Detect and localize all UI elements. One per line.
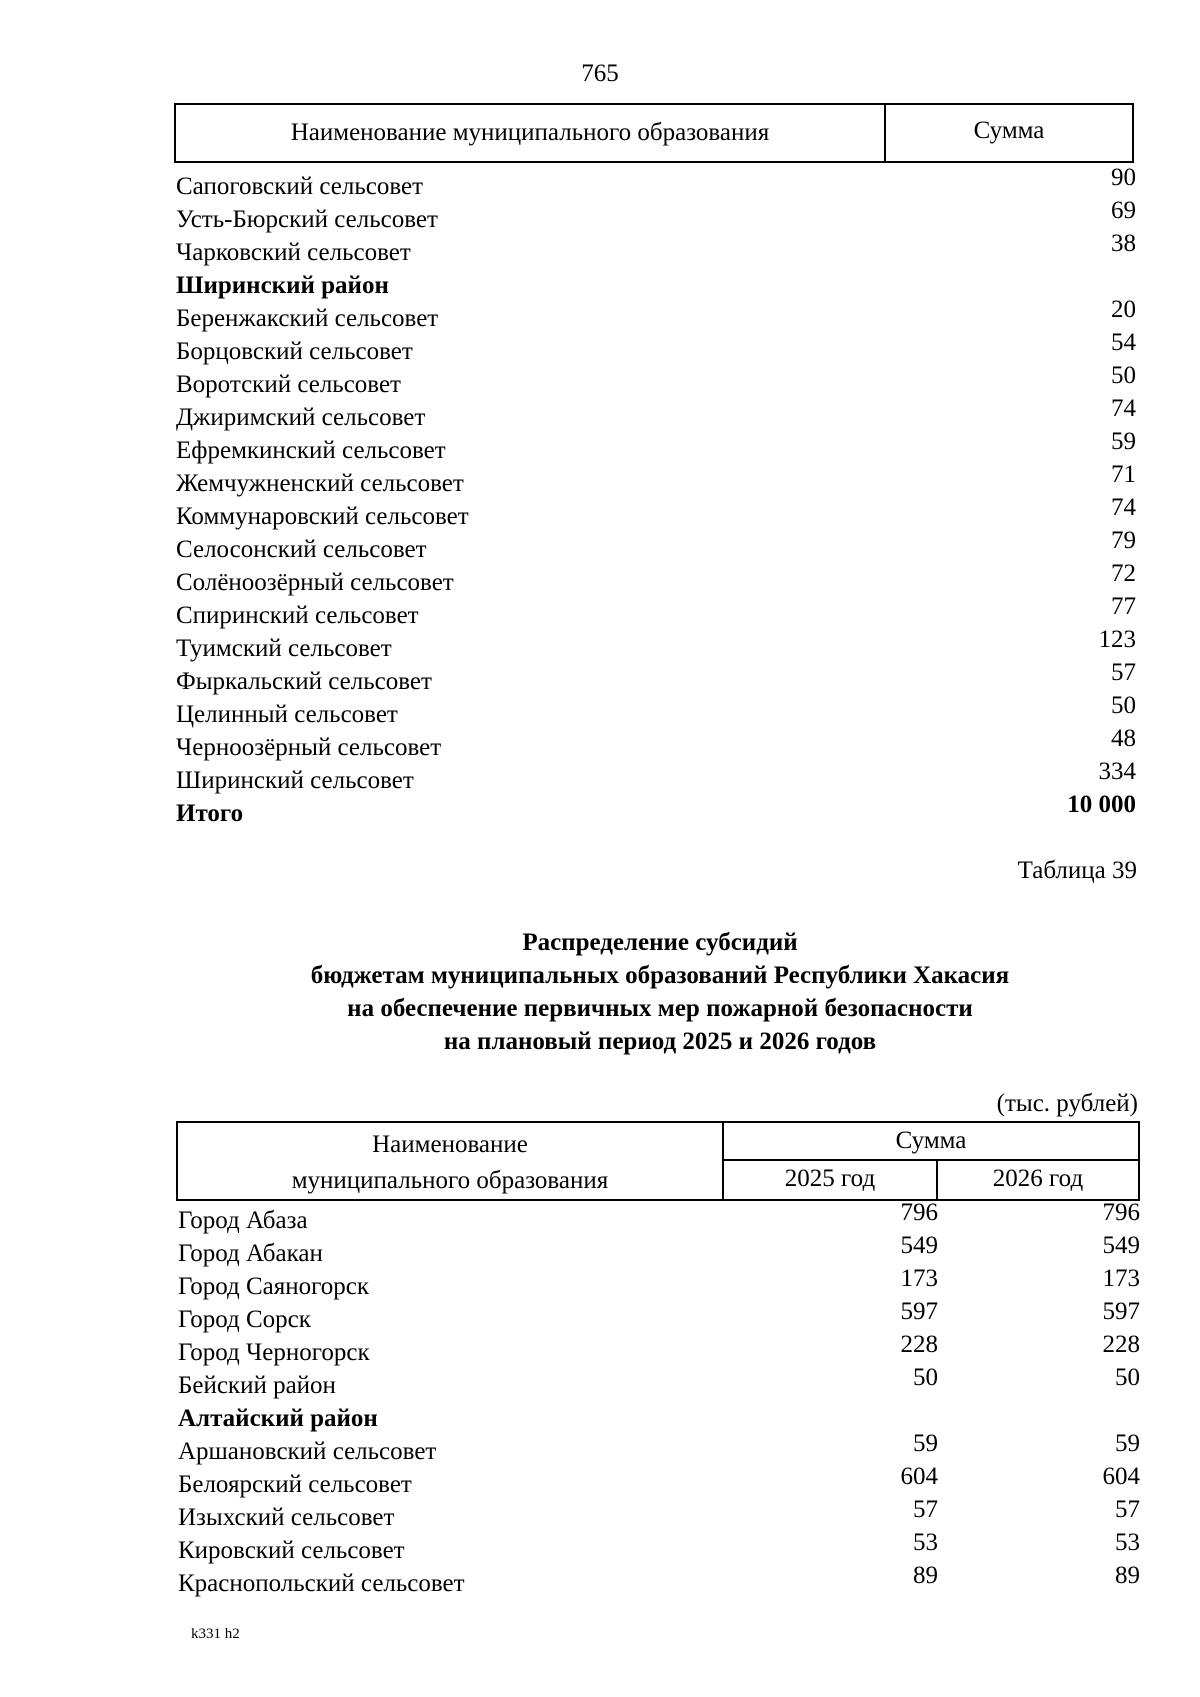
- row-name: Ширинский сельсовет: [176, 767, 414, 794]
- row-name: Город Саяногорск: [178, 1273, 370, 1300]
- table-row: [176, 692, 1136, 731]
- table2-header-name: [178, 1123, 724, 1199]
- row-name: Беренжакский сельсовет: [176, 305, 439, 332]
- row-name: Сапоговский сельсовет: [176, 173, 424, 200]
- row-value-2025: 59: [913, 1430, 938, 1457]
- table2-body: [178, 1199, 1140, 1601]
- table-row: [176, 197, 1136, 236]
- table2-header-name-line2: муниципального образования: [291, 1167, 609, 1194]
- table-row: [178, 1562, 1140, 1601]
- row-value: 334: [1098, 758, 1136, 785]
- row-value: 54: [1111, 329, 1136, 356]
- table-row: [176, 758, 1136, 797]
- row-value-2025: 549: [900, 1232, 938, 1259]
- table2-header-year-2026: 2026 год: [992, 1165, 1084, 1192]
- row-name: Солёноозёрный сельсовет: [176, 569, 454, 596]
- row-value-2026: 549: [1102, 1232, 1140, 1259]
- row-value-2025: 597: [900, 1298, 938, 1325]
- row-name: Аршановский сельсовет: [178, 1438, 437, 1465]
- row-name: Жемчужненский сельсовет: [176, 470, 464, 497]
- table1-header-name: Наименование муниципального образования: [176, 105, 886, 161]
- row-value: 74: [1111, 494, 1136, 521]
- row-value: 90: [1111, 164, 1136, 191]
- row-name: Черноозёрный сельсовет: [176, 734, 442, 761]
- footer-code: k331 h2: [191, 1626, 240, 1642]
- table-row: [176, 494, 1136, 533]
- table-row: [176, 659, 1136, 698]
- table-row: [176, 725, 1136, 764]
- row-value-2026: 796: [1102, 1199, 1140, 1226]
- table-row: [176, 560, 1136, 599]
- title-line: бюджетам муниципальных образований Республики Хакасия: [310, 962, 1010, 989]
- row-name: Кировский сельсовет: [178, 1537, 405, 1564]
- row-value-2026: 50: [1115, 1364, 1140, 1391]
- row-value: 50: [1111, 362, 1136, 389]
- table-row: [178, 1199, 1140, 1238]
- row-name: Фыркальский сельсовет: [176, 668, 432, 695]
- table1-body: [176, 164, 1136, 830]
- table-title: [0, 926, 1200, 1058]
- row-name: Краснопольский сельсовет: [178, 1570, 465, 1597]
- table-row: [176, 296, 1136, 335]
- row-name: Воротский сельсовет: [176, 371, 401, 398]
- table-row: [176, 791, 1136, 830]
- table-row: [176, 428, 1136, 467]
- row-value: 71: [1111, 461, 1136, 488]
- table2-header-name-line1: Наименование: [372, 1131, 528, 1158]
- table-row: [176, 362, 1136, 401]
- row-value-2026: 597: [1102, 1298, 1140, 1325]
- row-name: Борцовский сельсовет: [176, 338, 413, 365]
- row-value-2026: 57: [1115, 1496, 1140, 1523]
- row-value: 57: [1111, 659, 1136, 686]
- title-line: Распределение субсидий: [522, 929, 798, 956]
- row-name: Белоярский сельсовет: [178, 1471, 412, 1498]
- row-value-2026: 59: [1115, 1430, 1140, 1457]
- table-row: [176, 527, 1136, 566]
- row-name: Город Сорск: [178, 1306, 311, 1333]
- row-name: Ширинский район: [176, 272, 389, 299]
- row-value-2026: 604: [1102, 1463, 1140, 1490]
- row-value-2025: 50: [913, 1364, 938, 1391]
- row-value-2025: 57: [913, 1496, 938, 1523]
- row-name: Изыхский сельсовет: [178, 1504, 395, 1531]
- row-name: Город Абаза: [178, 1207, 308, 1234]
- row-value: 10 000: [1067, 791, 1136, 818]
- table-row: [176, 230, 1136, 269]
- table2-header: [176, 1121, 1140, 1201]
- row-name: Спиринский сельсовет: [176, 602, 419, 629]
- row-name: Итого: [176, 800, 244, 827]
- row-value-2025: 89: [913, 1562, 938, 1589]
- row-value-2025: 173: [900, 1265, 938, 1292]
- row-name: Бейский район: [178, 1372, 336, 1399]
- row-value-2026: 89: [1115, 1562, 1140, 1589]
- table2-header-sum: Сумма: [724, 1123, 1138, 1161]
- row-value: 59: [1111, 428, 1136, 455]
- table-row: [176, 269, 1136, 302]
- table-row: [178, 1298, 1140, 1337]
- row-name: Ефремкинский сельсовет: [176, 437, 446, 464]
- row-value: 77: [1111, 593, 1136, 620]
- table-label: Таблица 39: [1017, 857, 1137, 884]
- row-value: 48: [1111, 725, 1136, 752]
- row-name: Джиримский сельсовет: [176, 404, 426, 431]
- table-row: [178, 1331, 1140, 1370]
- row-value-2025: 604: [900, 1463, 938, 1490]
- table-row: [176, 593, 1136, 632]
- table-row: [176, 395, 1136, 434]
- row-value-2025: 228: [900, 1331, 938, 1358]
- table-row: [178, 1463, 1140, 1502]
- table1-header-sum: Сумма: [973, 117, 1045, 144]
- row-value: 69: [1111, 197, 1136, 224]
- row-value-2026: 173: [1102, 1265, 1140, 1292]
- page-number: 765: [581, 60, 619, 87]
- row-name: Селосонский сельсовет: [176, 536, 427, 563]
- table-row: [178, 1496, 1140, 1535]
- table-row: [178, 1232, 1140, 1271]
- row-value-2025: 796: [900, 1199, 938, 1226]
- row-name: Туимский сельсовет: [176, 635, 392, 662]
- row-name: Целинный сельсовет: [176, 701, 398, 728]
- row-value: 72: [1111, 560, 1136, 587]
- title-line: на обеспечение первичных мер пожарной безопасности: [347, 995, 973, 1022]
- row-value: 20: [1111, 296, 1136, 323]
- table-row: [178, 1430, 1140, 1469]
- row-value-2025: 53: [913, 1529, 938, 1556]
- table-row: [178, 1265, 1140, 1304]
- row-value-2026: 53: [1115, 1529, 1140, 1556]
- units-label: (тыс. рублей): [996, 1090, 1138, 1117]
- table1-header: [174, 103, 1134, 163]
- table-row: [176, 626, 1136, 665]
- row-name: Город Абакан: [178, 1240, 323, 1267]
- row-value: 74: [1111, 395, 1136, 422]
- table-row: [178, 1529, 1140, 1568]
- row-name: Усть-Бюрский сельсовет: [176, 206, 438, 233]
- row-value: 50: [1111, 692, 1136, 719]
- table-row: [178, 1364, 1140, 1403]
- table2-header-year-2025: 2025 год: [724, 1161, 938, 1199]
- table-row: [178, 1403, 1140, 1436]
- row-value: 38: [1111, 230, 1136, 257]
- row-value: 123: [1098, 626, 1136, 653]
- title-line: на плановый период 2025 и 2026 годов: [443, 1028, 877, 1055]
- table-row: [176, 461, 1136, 500]
- table-row: [176, 329, 1136, 368]
- row-value-2026: 228: [1102, 1331, 1140, 1358]
- row-value: 79: [1111, 527, 1136, 554]
- row-name: Город Черногорск: [178, 1339, 370, 1366]
- row-name: Чарковский сельсовет: [176, 239, 411, 266]
- row-name: Коммунаровский сельсовет: [176, 503, 469, 530]
- row-name: Алтайский район: [178, 1405, 378, 1432]
- table-row: [176, 164, 1136, 203]
